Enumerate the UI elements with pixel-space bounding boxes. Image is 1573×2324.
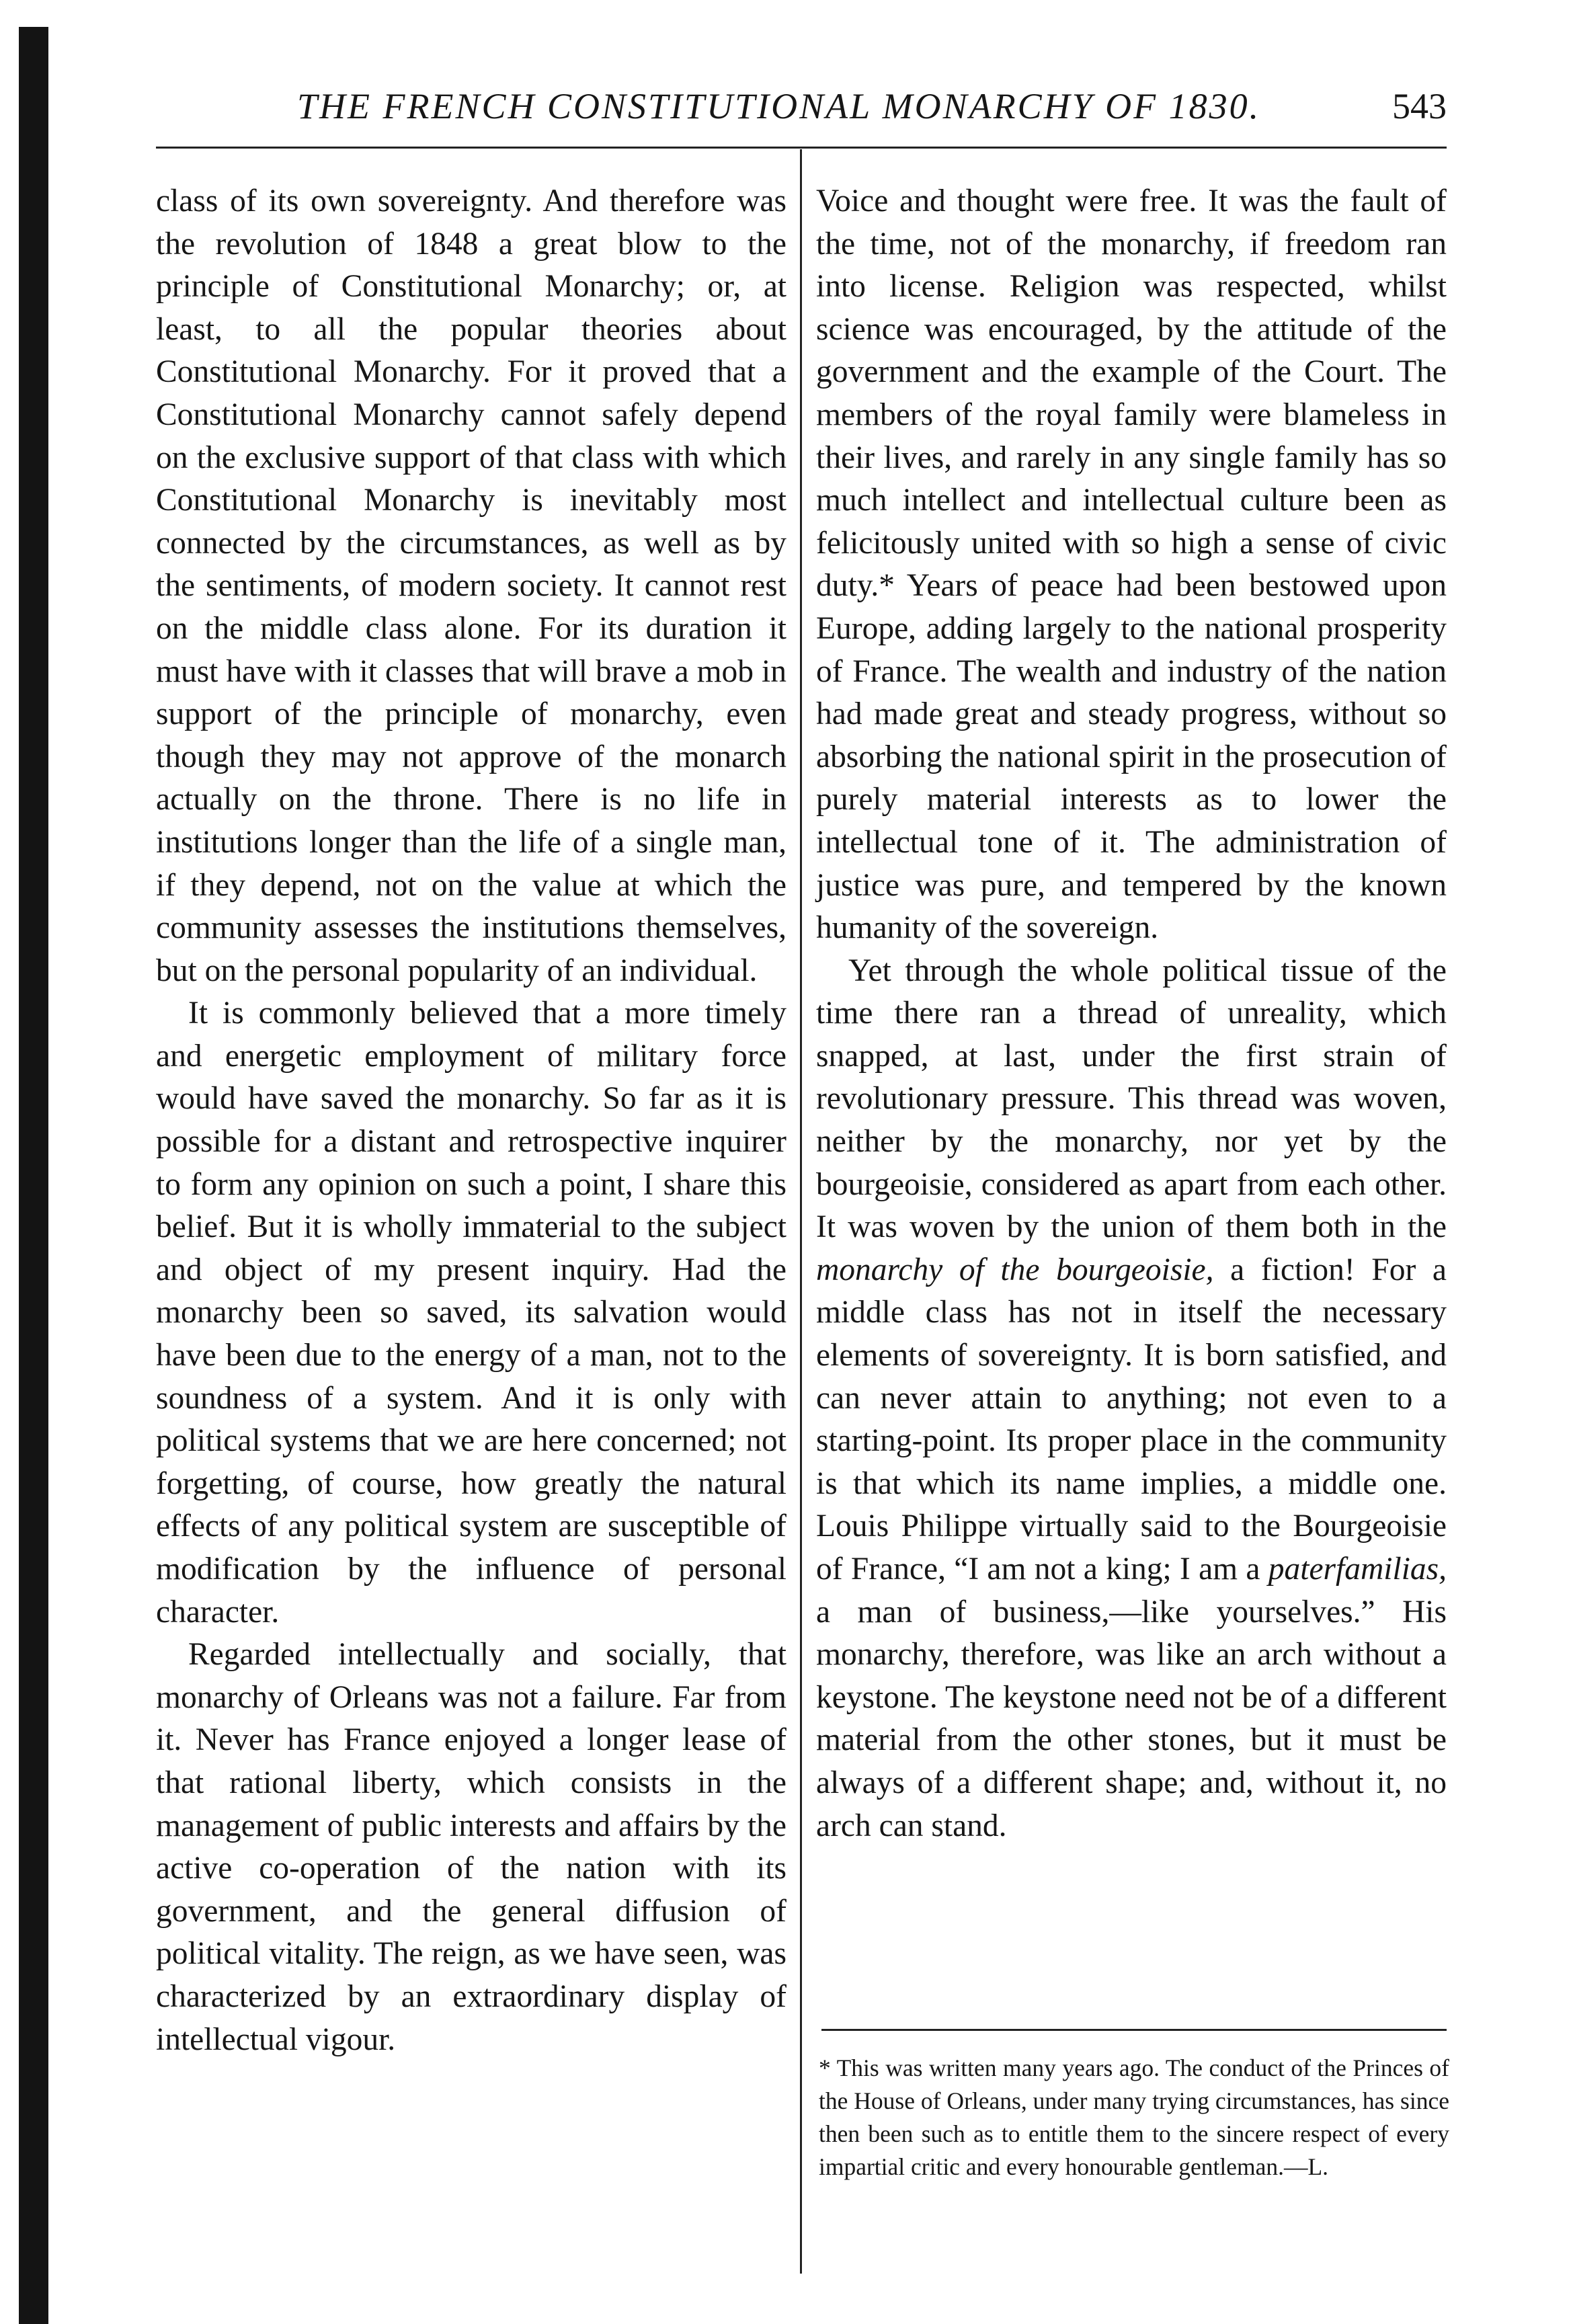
paragraph-text: Yet through the whole political tissue of the time there ran a thread of unreality, which snapped, at last, under the first strain of revolutionary pressure. This thread was woven, neither by the monarchy, nor yet by the bourgeoisie, considered as apart from each other. It was woven by the union of them both in the	[816, 953, 1447, 1245]
footnote-rule	[821, 2029, 1447, 2031]
page-number: 543	[1392, 86, 1447, 126]
paragraph: Regarded intellectually and socially, that monarchy of Orleans was not a failure. Far from it. Never has France enjoyed a longer lease of that rational liberty, which consists in the management of public interests and affairs by the active co-operation of the nation with its government, and the general diffusion of political vitality. The reign, as we have seen, was characterized by an extraordinary display of intellectual vigour.	[156, 1637, 787, 2057]
paragraph	[816, 950, 1447, 1847]
italic-phrase: paterfamilias,	[1268, 1552, 1447, 1587]
running-head	[156, 79, 1447, 133]
italic-phrase: monarchy of the bourgeoisie,	[816, 1252, 1214, 1287]
paragraph-text: a man of business,—like yourselves.” His monarchy, therefore, was like an arch without a keystone. The keystone need not be of a different material from the other stones, but it must be always of a different shape; and, without it, no arch can stand.	[816, 1594, 1447, 1843]
column-divider	[800, 149, 802, 2274]
header-rule	[156, 147, 1447, 149]
footnote: * This was written many years ago. The conduct of the Princes of the House of Orleans, under many trying circumstances, has since then been such as to entitle them to the sincere respect of every impartial critic and every honourable gentleman.—L.	[819, 2054, 1449, 2180]
paragraph-text: a fiction! For a middle class has not in itself the necessary elements of sovereignty. It is born satisfied, and can never attain to anything; not even to a starting-point. Its proper place in the community is that which its name implies, a middle one. Louis Philippe virtually said to the Bourgeoisie of France, “I am not a king; I am a	[816, 1252, 1447, 1587]
running-title: THE FRENCH CONSTITUTIONAL MONARCHY OF 1830.	[297, 86, 1261, 126]
paragraph: Voice and thought were free. It was the fault of the time, not of the monarchy, if freedom ran into license. Religion was respected, whilst science was encouraged, by the attitude of the government and the example of the Court. The members of the royal family were blameless in their lives, and rarely in any single family has so much intellect and intellectual culture been as felicitously united with so high a sense of civic duty.* Years of peace had been bestowed upon Europe, adding largely to the national prosperity of France. The wealth and industry of the nation had made great and steady progress, without so absorbing the national spirit in the prosecution of purely material interests as to lower the intellectual tone of it. The administration of justice was pure, and tempered by the known humanity of the sovereign.	[816, 184, 1447, 946]
paragraph: class of its own sovereignty. And therefore was the revolution of 1848 a great blow to the principle of Constitutional Monarchy; or, at least, to all the popular theories about Constitutional Monarchy. For it proved that a Constitutional Monarchy cannot safely depend on the exclusive support of that class with which Constitutional Monarchy is inevitably most connected by the circumstances, as well as by the sentiments, of modern society. It cannot rest on the middle class alone. For its duration it must have with it classes that will brave a mob in support of the principle of monarchy, even though they may not approve of the monarch actually on the throne. There is no life in institutions longer than the life of a single man, if they depend, not on the value at which the community assesses the institutions themselves, but on the personal popularity of an individual.	[156, 184, 787, 988]
right-column	[816, 180, 1447, 1847]
left-column	[156, 180, 787, 2061]
scan-binding-edge	[19, 27, 48, 2324]
paragraph: It is commonly believed that a more timely and energetic employment of military force would have saved the monarchy. So far as it is possible for a distant and retrospective inquirer to form any opinion on such a point, I share this belief. But it is wholly immaterial to the subject and object of my present inquiry. Had the monarchy been so saved, its salvation would have been due to the energy of a man, not to the soundness of a system. And it is only with political systems that we are here concerned; not forgetting, of course, how greatly the natural effects of any political system are susceptible of modification by the influence of personal character.	[156, 996, 787, 1630]
